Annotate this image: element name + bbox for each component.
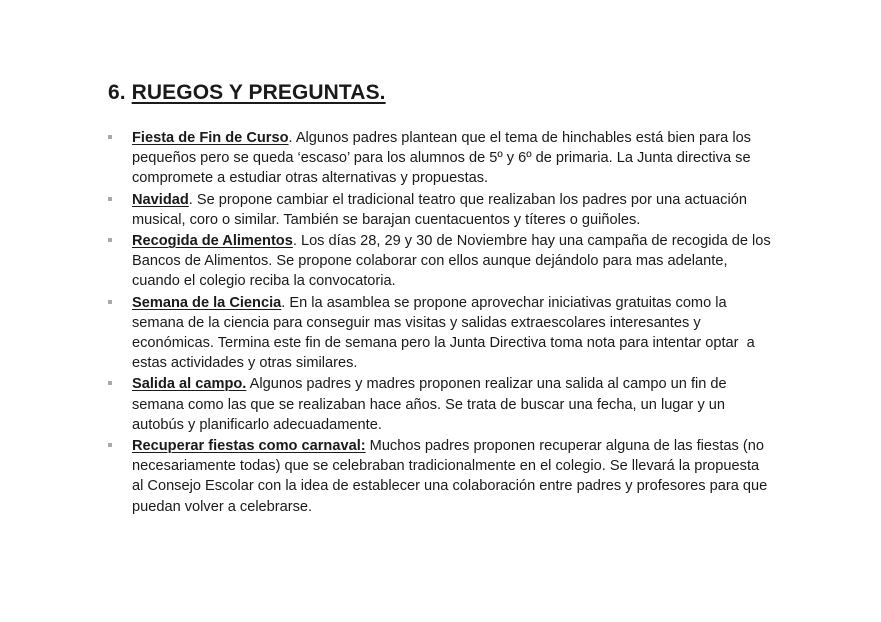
list-item-body: . En la asamblea se propone aprovechar iniciativas gratuitas como la semana de la ciencia para conseguir mas visitas y salidas extraescolares interesantes y económicas. Termina este fin de semana pero la Junta Directiva toma nota para intentar optar a estas actividades y otras similares. — [132, 294, 759, 372]
square-bullet-icon — [108, 443, 112, 447]
list-item-body: Muchos padres proponen recuperar alguna de las fiestas (no necesariamente todas) que se celebraban tradicionalmente en el colegio. Se llevará la propuesta al Consejo Escolar con la idea de establecer una colaboración entre padres y profesores para que puedan volver a celebrarse. — [132, 438, 772, 515]
list-item-body: Algunos padres y madres proponen realizar una salida al campo un fin de semana como las que se realizaban hace años. Se trata de buscar una fecha, un lugar y un autobús y planificarlo adecuadamente. — [132, 376, 731, 433]
list-item-lead: Recogida de Alimentos — [132, 233, 293, 250]
heading-title: RUEGOS Y PREGUNTAS. — [131, 81, 386, 104]
list-item-body: . Se propone cambiar el tradicional teatro que realizaban los padres por una actuación musical, coro o similar. También se barajan cuentacuentos y títeres o guiñoles. — [132, 191, 751, 228]
square-bullet-icon — [108, 238, 112, 242]
list-item-lead: Fiesta de Fin de Curso — [132, 130, 289, 146]
list-item — [106, 436, 774, 517]
list-item — [106, 190, 774, 230]
list-item — [106, 231, 774, 292]
list-item-lead: Semana de la Ciencia — [132, 294, 282, 311]
square-bullet-icon — [108, 381, 112, 385]
list-item-body: . Los días 28, 29 y 30 de Noviembre hay una campaña de recogida de los Bancos de Alimentos. Se propone colaborar con ellos aunque dejándolo para mas adelante, cuando el colegio reciba la convocatoria. — [132, 233, 775, 290]
list-item — [106, 128, 774, 189]
ruegos-y-preguntas-list — [106, 128, 806, 517]
document-content — [106, 80, 806, 518]
page-title — [108, 80, 806, 106]
list-item — [106, 374, 774, 435]
square-bullet-icon — [108, 197, 112, 201]
list-item-lead: Navidad — [132, 191, 189, 208]
list-item-body: . Algunos padres plantean que el tema de hinchables está bien para los pequeños pero se queda ‘escaso’ para los alumnos de 5º y 6º de primaria. La Junta directiva se compromete a estudiar otras alternativas y propuestas. — [132, 130, 756, 187]
square-bullet-icon — [108, 300, 112, 304]
list-item-lead: Recuperar fiestas como carnaval: — [132, 438, 366, 455]
heading-number: 6. — [108, 81, 126, 104]
square-bullet-icon — [108, 135, 112, 139]
list-item — [106, 293, 774, 374]
list-item-lead: Salida al campo. — [132, 376, 247, 393]
